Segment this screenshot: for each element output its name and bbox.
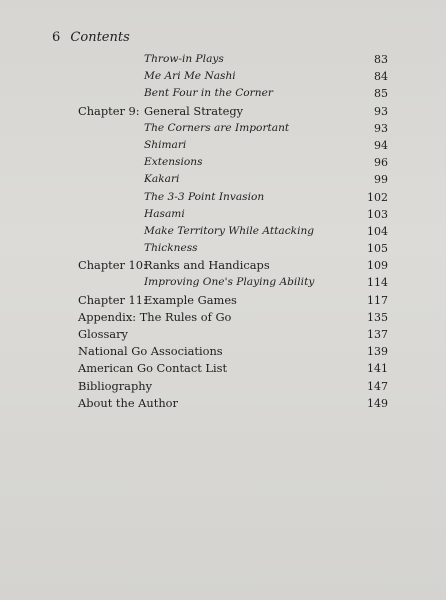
chapter-title: General Strategy: [144, 103, 244, 118]
page-ref: 137: [367, 328, 388, 341]
toc-entry: [0, 206, 446, 223]
section-title: Shimari: [144, 138, 187, 151]
table-of-contents: [0, 51, 446, 412]
section-title: Me Ari Me Nashi: [144, 70, 236, 83]
toc-entry: [0, 326, 446, 343]
toc-entry: [0, 309, 446, 326]
toc-entry: [0, 395, 446, 412]
toc-entry: [0, 68, 446, 85]
section-title: Throw-in Plays: [144, 53, 224, 65]
page-ref: 84: [374, 70, 388, 84]
toc-entry: [0, 378, 446, 395]
page-ref: 109: [367, 259, 388, 273]
toc-entry: [0, 137, 446, 154]
entry-title: Appendix: The Rules of Go: [78, 309, 232, 324]
page-ref: 139: [367, 345, 388, 359]
page-ref: 149: [367, 396, 388, 410]
toc-entry: [0, 103, 446, 120]
toc-entry: [0, 240, 446, 257]
page-ref: 103: [367, 207, 388, 221]
toc-entry: [0, 171, 446, 188]
toc-entry: [0, 154, 446, 171]
chapter-label: Chapter 11:: [78, 292, 147, 307]
page-ref: 135: [367, 310, 388, 324]
page-ref: 117: [367, 293, 388, 307]
page-number: 6: [52, 30, 61, 45]
running-header: [52, 30, 130, 45]
entry-title: Bibliography: [78, 378, 153, 393]
page-ref: 99: [374, 173, 388, 187]
page-ref: 96: [374, 156, 388, 170]
section-title: The 3-3 Point Invasion: [144, 190, 265, 203]
entry-title: Glossary: [78, 327, 128, 341]
chapter-label: Chapter 9:: [78, 103, 140, 118]
section-title: Hasami: [144, 207, 185, 220]
page-ref: 83: [374, 53, 388, 66]
page-ref: 93: [374, 121, 388, 135]
toc-entry: [0, 85, 446, 102]
toc-entry: [0, 292, 446, 309]
toc-entry: [0, 51, 446, 68]
toc-entry: [0, 223, 446, 240]
toc-entry: [0, 360, 446, 377]
chapter-label: Chapter 10:: [78, 258, 147, 273]
page-ref: 93: [374, 104, 388, 118]
section-title: The Corners are Important: [144, 121, 290, 134]
section-title: Extensions: [144, 156, 203, 169]
header-title: Contents: [70, 30, 130, 45]
page-ref: 105: [367, 242, 388, 256]
entry-title: National Go Associations: [78, 344, 223, 359]
section-title: Make Territory While Attacking: [144, 224, 315, 237]
toc-entry: [0, 257, 446, 274]
section-title: Thickness: [144, 242, 198, 255]
chapter-title: Example Games: [144, 292, 237, 307]
page-ref: 114: [367, 276, 388, 290]
page-ref: 104: [367, 224, 388, 238]
section-title: Improving One's Playing Ability: [144, 276, 315, 289]
page-ref: 102: [367, 190, 388, 204]
toc-entry: [0, 274, 446, 291]
page-ref: 147: [367, 379, 388, 393]
page-ref: 141: [367, 362, 388, 376]
entry-title: About the Author: [78, 395, 178, 410]
chapter-title: Ranks and Handicaps: [144, 258, 270, 273]
page-ref: 85: [374, 87, 388, 101]
section-title: Kakari: [144, 173, 180, 186]
toc-entry: [0, 189, 446, 206]
entry-title: American Go Contact List: [78, 361, 228, 376]
section-title: Bent Four in the Corner: [144, 87, 273, 100]
toc-entry: [0, 343, 446, 360]
toc-entry: [0, 120, 446, 137]
page-ref: 94: [374, 138, 388, 152]
